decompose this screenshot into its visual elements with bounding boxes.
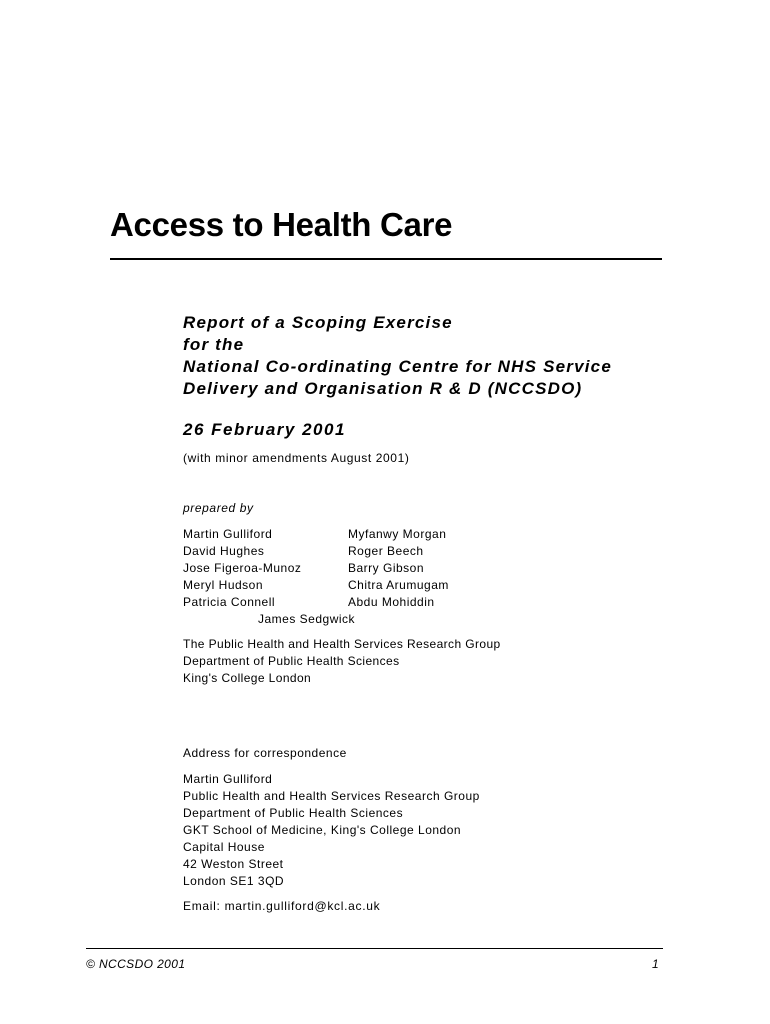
address-line: Capital House: [183, 840, 265, 854]
amendment-note: (with minor amendments August 2001): [183, 451, 410, 465]
subtitle-line: for the: [183, 335, 245, 354]
address-line: GKT School of Medicine, King's College London: [183, 823, 462, 837]
address-line: 42 Weston Street: [183, 857, 284, 871]
author-column-right: [348, 526, 449, 611]
correspondence-heading: Address for correspondence: [183, 746, 347, 760]
subtitle-line: Report of a Scoping Exercise: [183, 313, 453, 332]
address-line: Martin Gulliford: [183, 772, 273, 786]
address-line: Public Health and Health Services Research Group: [183, 789, 480, 803]
research-group: [183, 636, 501, 687]
author-name: Martin Gulliford: [183, 527, 273, 541]
group-line: King's College London: [183, 671, 312, 685]
author-name-last: James Sedgwick: [258, 612, 356, 626]
page-number: 1: [652, 957, 659, 971]
footer-copyright: © NCCSDO 2001: [86, 957, 186, 971]
report-date: 26 February 2001: [183, 420, 346, 439]
author-name: Roger Beech: [348, 544, 424, 558]
group-line: The Public Health and Health Services Research Group: [183, 637, 501, 651]
prepared-by-label: prepared by: [183, 501, 254, 515]
subtitle-line: National Co-ordinating Centre for NHS Service: [183, 357, 612, 376]
author-name: David Hughes: [183, 544, 265, 558]
group-line: Department of Public Health Sciences: [183, 654, 400, 668]
email-address: Email: martin.gulliford@kcl.ac.uk: [183, 899, 381, 913]
author-name: Meryl Hudson: [183, 578, 264, 592]
author-name: Myfanwy Morgan: [348, 527, 447, 541]
subtitle-line: Delivery and Organisation R & D (NCCSDO): [183, 379, 583, 398]
author-name: Barry Gibson: [348, 561, 425, 575]
title-rule: [110, 258, 662, 260]
author-name: Chitra Arumugam: [348, 578, 449, 592]
author-column-left: [183, 526, 301, 611]
correspondence-address: [183, 771, 480, 890]
footer-rule: [86, 948, 663, 949]
author-name: Jose Figeroa-Munoz: [183, 561, 302, 575]
address-line: London SE1 3QD: [183, 874, 285, 888]
address-line: Department of Public Health Sciences: [183, 806, 404, 820]
author-name: Patricia Connell: [183, 595, 276, 609]
document-title: Access to Health Care: [110, 206, 453, 243]
author-name: Abdu Mohiddin: [348, 595, 435, 609]
report-subtitle: [183, 312, 612, 400]
